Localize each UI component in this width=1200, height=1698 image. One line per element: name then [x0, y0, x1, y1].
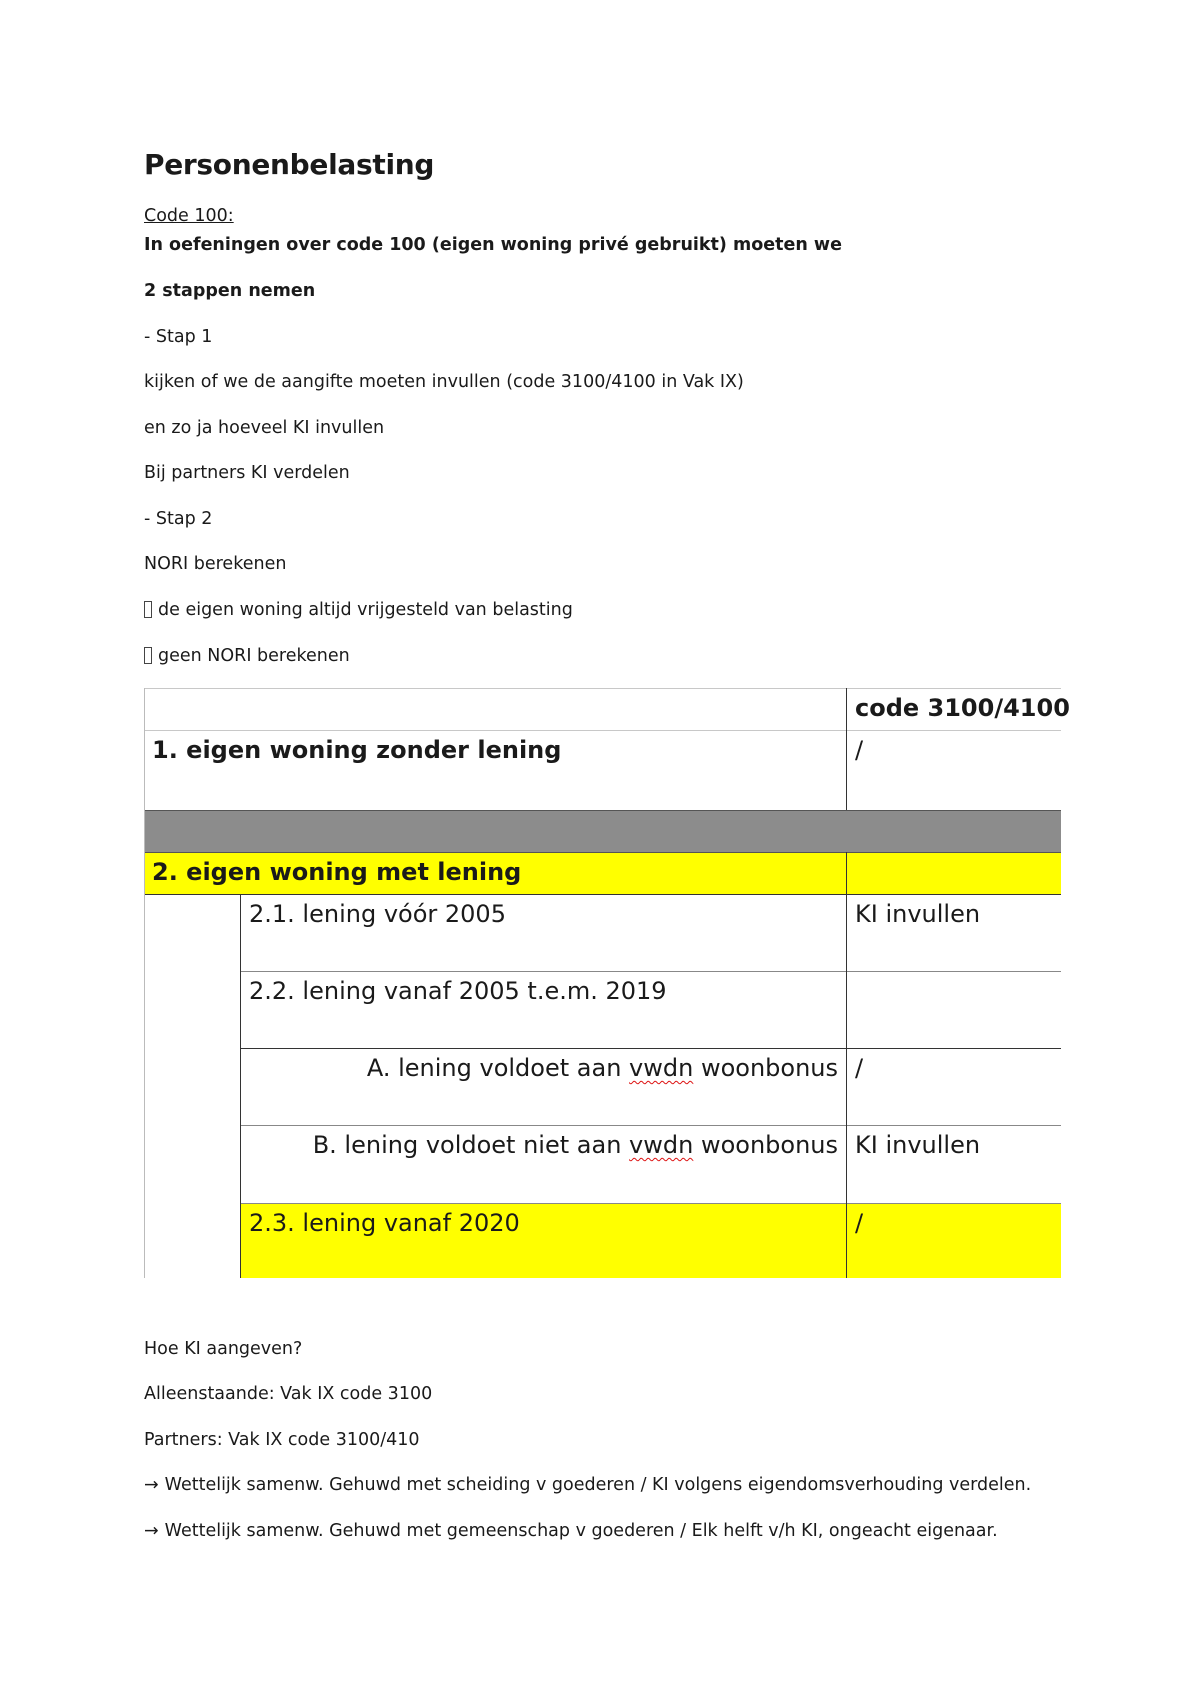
arrow-right-icon: → — [144, 1521, 159, 1541]
table-border-left — [144, 688, 145, 1278]
row-b-text-3: woonbonus — [693, 1131, 838, 1159]
row-2-1-value-cell — [846, 894, 1061, 971]
code-label: Code 100: — [144, 206, 234, 226]
row-2-3-value-cell — [846, 1203, 1061, 1278]
row-b-value: KI invullen — [855, 1131, 981, 1159]
stap1-label: - Stap 1 — [144, 327, 213, 347]
bullet-line-1 — [144, 600, 573, 620]
row-2-1-label-cell — [240, 894, 846, 971]
row-1-value-cell — [846, 730, 1061, 810]
arrow-line-1 — [144, 1475, 1031, 1495]
arrow-right-icon: → — [144, 1475, 159, 1495]
row-a-label-cell — [240, 1048, 846, 1125]
row-a-text-2: vwdn — [629, 1054, 694, 1082]
row-1-label: 1. eigen woning zonder lening — [152, 736, 562, 764]
arrow-line-2-text: Wettelijk samenw. Gehuwd met gemeenschap v goederen / Elk helft v/h KI, ongeacht eigenaar. — [164, 1521, 998, 1541]
table-line — [144, 894, 1061, 895]
header-code-cell — [846, 688, 1070, 730]
row-2-label-cell — [144, 852, 846, 894]
arrow-line-2 — [144, 1521, 998, 1541]
table-inner-left — [240, 894, 241, 1278]
row-b-text-2: vwdn — [629, 1131, 694, 1159]
bullet-2-text: geen NORI berekenen — [158, 646, 350, 666]
row-2-2-label-cell — [240, 971, 846, 1048]
hoe-ki-line: Hoe KI aangeven? — [144, 1339, 303, 1359]
row-b-value-cell — [846, 1125, 1061, 1203]
partners-line: Partners: Vak IX code 3100/410 — [144, 1430, 420, 1450]
row-1-label-cell — [144, 730, 846, 810]
row-1-value: / — [855, 736, 864, 764]
row-a-text-3: woonbonus — [693, 1054, 838, 1082]
bullet-1-text: de eigen woning altijd vrijgesteld van belasting — [158, 600, 573, 620]
stap2-line-1: NORI berekenen — [144, 554, 287, 574]
alleenstaande-line: Alleenstaande: Vak IX code 3100 — [144, 1384, 433, 1404]
table-line — [240, 1203, 1061, 1204]
intro-line-1: In oefeningen over code 100 (eigen woning privé gebruikt) moeten we — [144, 235, 842, 255]
table-column-divider — [846, 688, 847, 810]
row-2-3-value: / — [855, 1209, 864, 1237]
table-line — [144, 810, 1061, 811]
row-b-label-cell — [240, 1125, 846, 1203]
table-line — [144, 852, 1061, 853]
row-b-text-1: B. lening voldoet niet aan — [312, 1131, 630, 1159]
row-a-value-cell — [846, 1048, 1061, 1125]
stap1-line-1: kijken of we de aangifte moeten invullen (code 3100/4100 in Vak IX) — [144, 372, 744, 392]
table-line — [240, 1125, 1061, 1126]
table-line — [240, 1048, 1061, 1049]
stap1-line-3: Bij partners KI verdelen — [144, 463, 350, 483]
grey-separator-row — [144, 810, 1061, 852]
row-a-label — [367, 1054, 838, 1082]
table-column-divider — [846, 852, 847, 1278]
bullet-line-2 — [144, 646, 350, 666]
stap1-line-2: en zo ja hoeveel KI invullen — [144, 418, 385, 438]
stap2-label: - Stap 2 — [144, 509, 213, 529]
arrow-line-1-text: Wettelijk samenw. Gehuwd met scheiding v goederen / KI volgens eigendomsverhouding verdelen. — [164, 1475, 1032, 1495]
row-2-1-label: 2.1. lening vóór 2005 — [249, 900, 506, 928]
row-2-3-label: 2.3. lening vanaf 2020 — [249, 1209, 520, 1237]
missing-glyph-icon — [144, 601, 152, 618]
table-border-top — [144, 688, 1061, 689]
row-b-label — [313, 1131, 838, 1159]
table-line — [240, 971, 1061, 972]
missing-glyph-icon — [144, 647, 152, 664]
row-2-label: 2. eigen woning met lening — [152, 858, 522, 886]
page-title: Personenbelasting — [144, 148, 435, 181]
row-a-value: / — [855, 1054, 864, 1082]
row-a-text-1: A. lening voldoet aan — [366, 1054, 630, 1082]
row-2-3-label-cell — [240, 1203, 846, 1278]
row-2-2-label: 2.2. lening vanaf 2005 t.e.m. 2019 — [249, 977, 667, 1005]
row-2-1-value: KI invullen — [855, 900, 981, 928]
intro-line-2: 2 stappen nemen — [144, 281, 316, 301]
header-code-text: code 3100/4100 — [855, 694, 1070, 722]
table-line — [144, 730, 1061, 731]
